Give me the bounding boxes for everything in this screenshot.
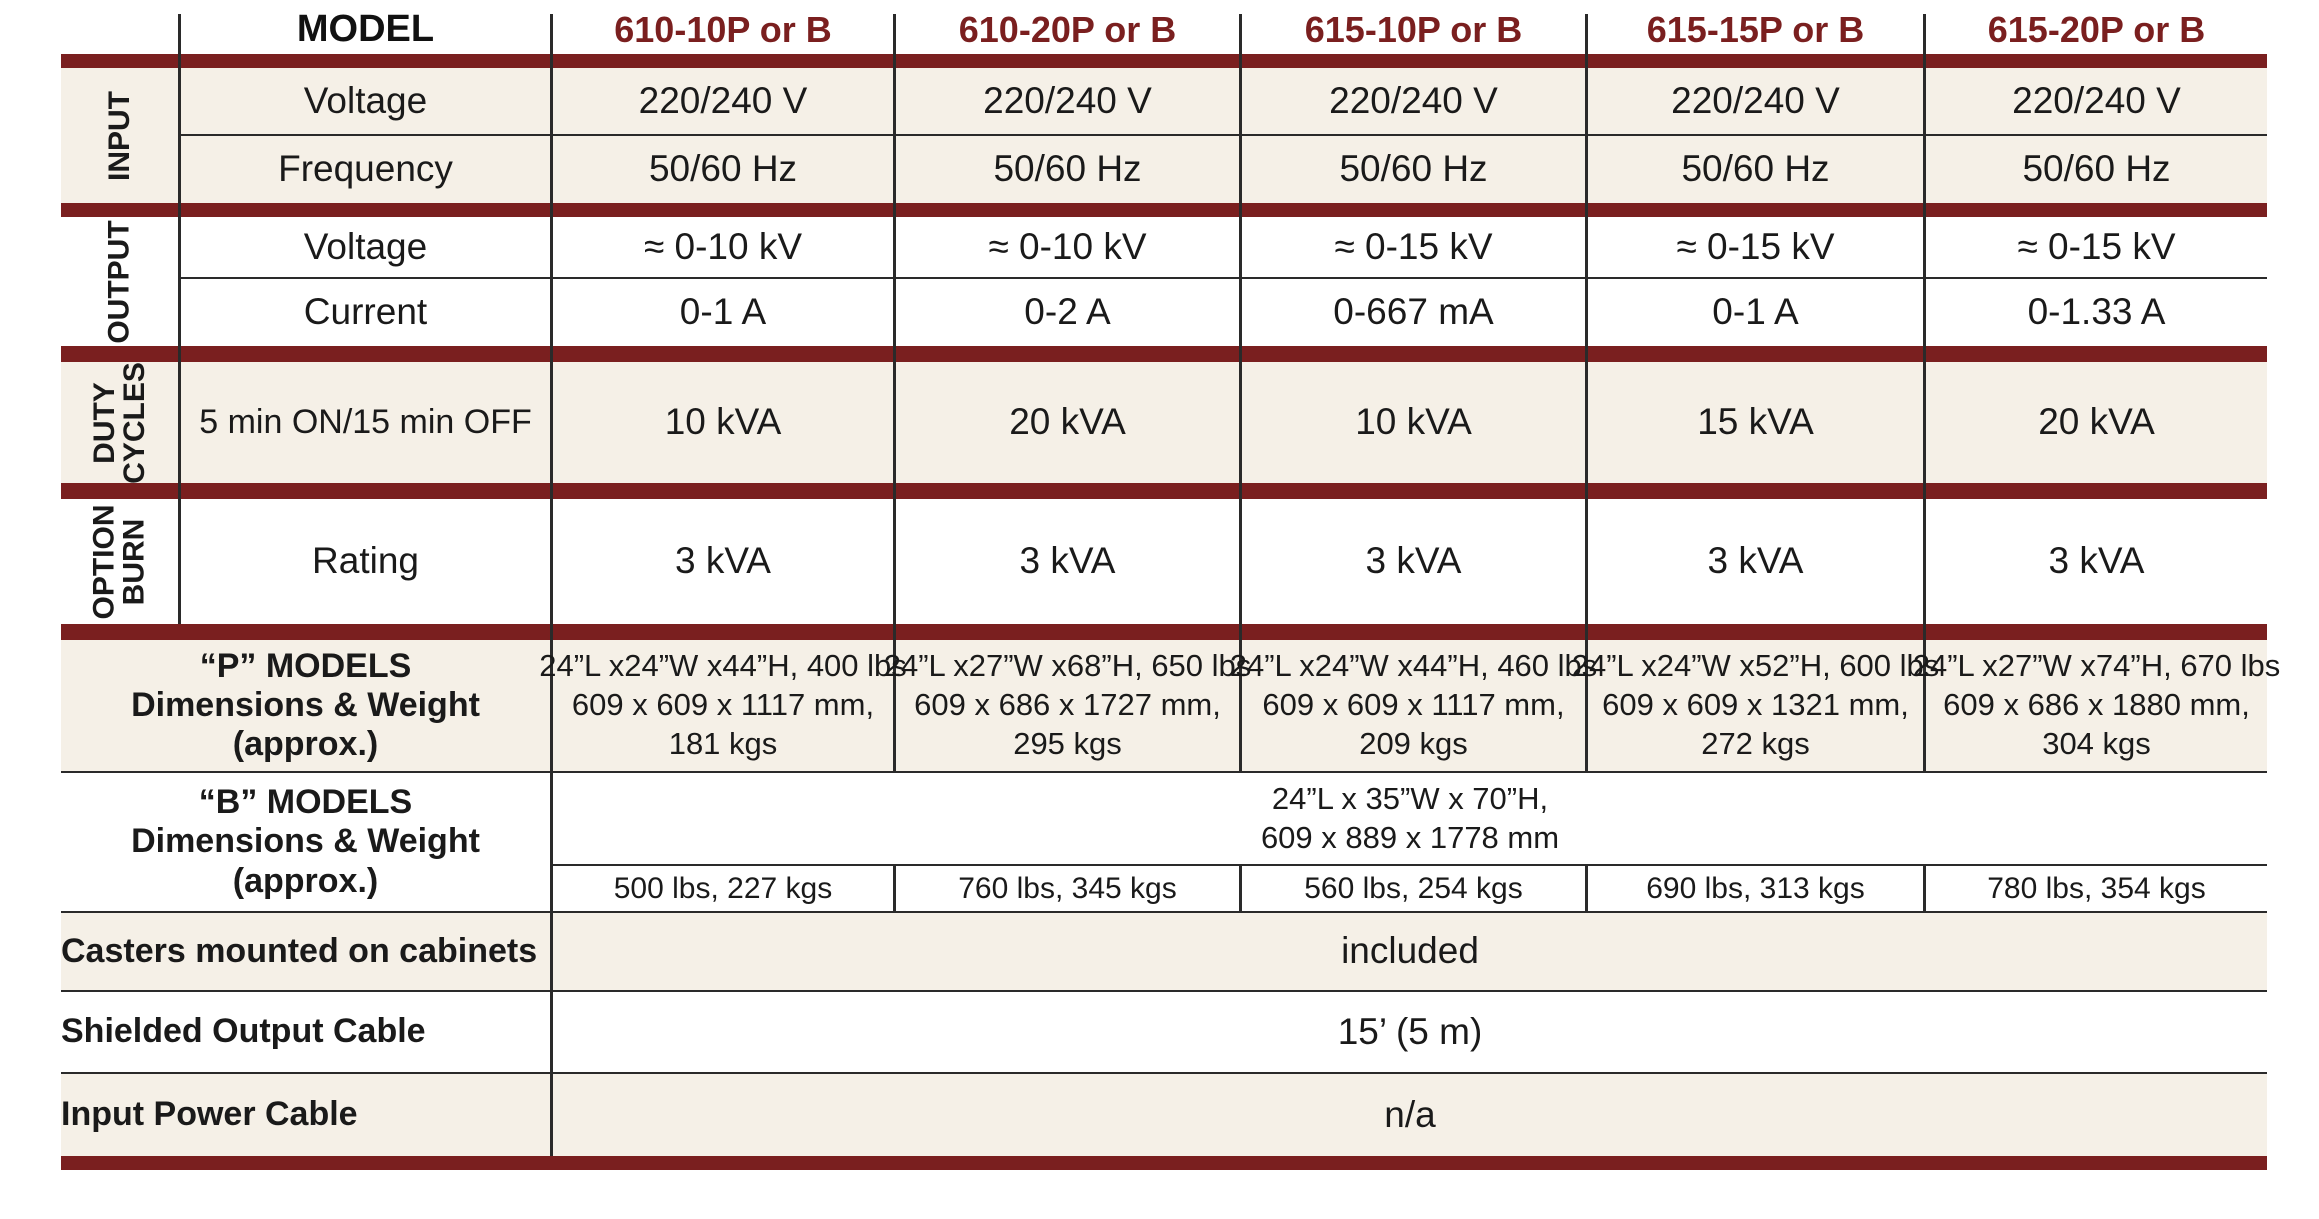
model-header: MODEL (296, 8, 435, 51)
input-voltage-value: 220/240 V (983, 79, 1152, 121)
column-header: 610-20P or B (958, 9, 1177, 51)
input-frequency-value: 50/60 Hz (1339, 148, 1488, 190)
column-header: 615-20P or B (1987, 9, 2206, 51)
input-frequency-value: 50/60 Hz (2022, 148, 2171, 190)
casters-label: Casters mounted on cabinets (61, 931, 538, 970)
burn-rating-value: 3 kVA (2048, 540, 2145, 582)
p-models-value: 24”L x27”W x74”H, 670 lbs 609 x 686 x 1880 mm, 304 kgs (1912, 648, 2281, 761)
section-input-label: INPUT (102, 90, 136, 181)
b-models-weight: 690 lbs, 313 kgs (1646, 872, 1865, 905)
b-models-weight: 780 lbs, 354 kgs (1987, 872, 2206, 905)
duty-cycles-label: 5 min ON/15 min OFF (199, 402, 532, 441)
column-header: 615-10P or B (1304, 9, 1523, 51)
output-voltage-value: ≈ 0-10 kV (643, 225, 803, 267)
output-current-value: 0-2 A (1024, 291, 1111, 333)
input-bar (61, 203, 2267, 217)
duty-cycles-value: 15 kVA (1697, 401, 1814, 443)
input-voltage-value: 220/240 V (638, 79, 808, 121)
duty-bar (61, 483, 2267, 499)
input-voltage-value: 220/240 V (1671, 79, 1840, 121)
casters-value: included (1341, 930, 1479, 972)
b-models-label: “B” MODELS Dimensions & Weight (approx.) (131, 783, 480, 900)
b-models-shared-dimensions: 24”L x 35”W x 70”H, 609 x 889 x 1778 mm (1260, 780, 1560, 855)
b-models-weight: 760 lbs, 345 kgs (958, 872, 1177, 905)
p-models-value: 24”L x27”W x68”H, 650 lbs 609 x 686 x 1727 mm, 295 kgs (883, 648, 1252, 761)
burn-rating-label: Rating (312, 540, 419, 582)
input-voltage-value: 220/240 V (1329, 79, 1498, 121)
input-voltage-value: 220/240 V (2012, 79, 2181, 121)
duty-cycles-value: 10 kVA (1355, 401, 1472, 443)
shielded-cable-value: 15’ (5 m) (1337, 1010, 1483, 1052)
burn-rating-value: 3 kVA (1019, 540, 1116, 582)
input-frequency-label: Frequency (278, 148, 453, 190)
p-models-value: 24”L x24”W x44”H, 400 lbs 609 x 609 x 1117 mm, 181 kgs (539, 648, 907, 761)
burn-rating-value: 3 kVA (675, 540, 771, 582)
duty-cycles-value: 10 kVA (664, 401, 782, 443)
input-voltage-label: Voltage (303, 79, 428, 121)
output-bar (61, 346, 2267, 362)
p-models-label: “P” MODELS Dimensions & Weight (approx.) (131, 646, 480, 764)
input-frequency-value: 50/60 Hz (993, 148, 1142, 190)
output-voltage-label: Voltage (303, 225, 428, 267)
output-voltage-value: ≈ 0-15 kV (1334, 225, 1493, 267)
burn-rating-value: 3 kVA (1707, 540, 1804, 582)
p-models-value: 24”L x24”W x44”H, 460 lbs 609 x 609 x 1117 mm, 209 kgs (1229, 648, 1598, 761)
input-frequency-value: 50/60 Hz (1681, 148, 1830, 190)
section-duty-label: DUTY CYCLES (87, 361, 151, 484)
section-burn-label: OPTION BURN (87, 503, 151, 620)
p-models-value: 24”L x24”W x52”H, 600 lbs 609 x 609 x 1321 mm, 272 kgs (1571, 648, 1940, 761)
b-models-weight: 500 lbs, 227 kgs (613, 872, 833, 905)
output-current-value: 0-1 A (679, 291, 767, 333)
duty-cycles-value: 20 kVA (1009, 401, 1126, 443)
burn-rating-value: 3 kVA (1365, 540, 1462, 582)
output-current-value: 0-1.33 A (2027, 291, 2166, 333)
output-voltage-value: ≈ 0-15 kV (2017, 225, 2176, 267)
output-voltage-value: ≈ 0-15 kV (1676, 225, 1835, 267)
output-current-value: 0-1 A (1712, 291, 1799, 333)
b-models-weight: 560 lbs, 254 kgs (1304, 872, 1523, 905)
input-cable-label: Input Power Cable (61, 1095, 358, 1134)
column-header: 610-10P or B (614, 9, 832, 51)
column-header: 615-15P or B (1646, 9, 1865, 51)
input-cable-value: n/a (1384, 1093, 1436, 1135)
duty-cycles-value: 20 kVA (2038, 401, 2155, 443)
output-current-label: Current (303, 291, 428, 333)
shielded-cable-label: Shielded Output Cable (61, 1012, 426, 1051)
section-output-label: OUTPUT (102, 219, 136, 344)
footer-bar (61, 1156, 2267, 1170)
output-voltage-value: ≈ 0-10 kV (988, 225, 1147, 267)
burn-bar (61, 624, 2267, 640)
header-bar (61, 54, 2267, 68)
input-frequency-value: 50/60 Hz (648, 148, 798, 190)
output-current-value: 0-667 mA (1333, 291, 1494, 333)
